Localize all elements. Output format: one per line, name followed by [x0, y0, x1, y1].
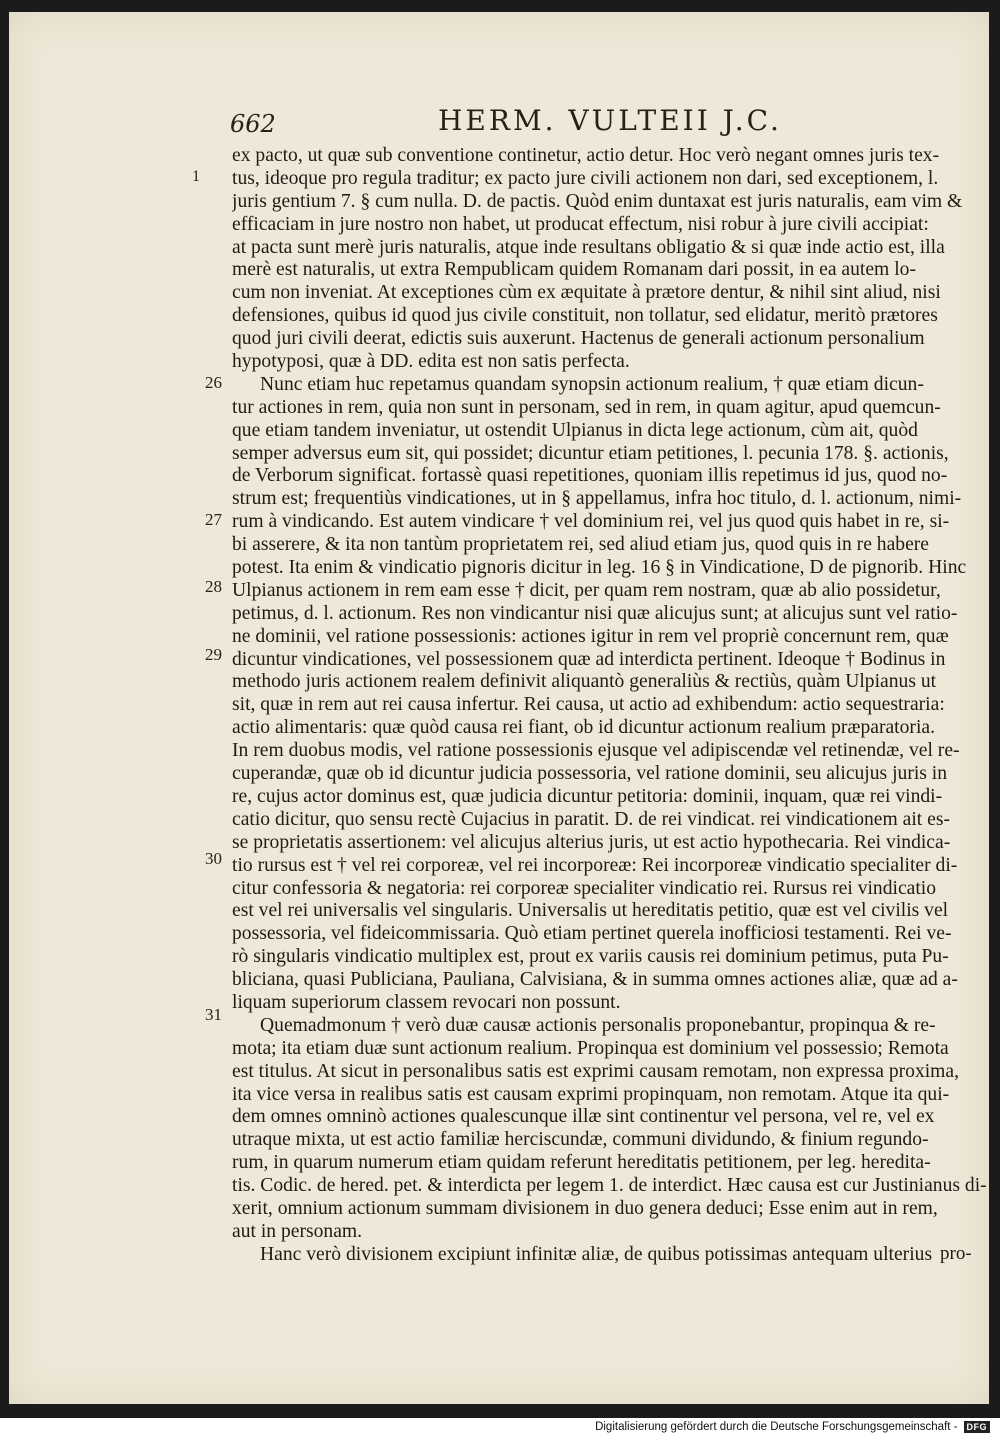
text-line: efficaciam in jure nostro non habet, ut producat effectum, nisi robur à jure civili accipiat: — [232, 213, 929, 235]
text-line: petimus, d. l. actionum. Res non vindicantur nisi quæ alicujus sunt; at alicujus sunt vel ratio- — [232, 602, 958, 624]
text-line: Hanc verò divisionem excipiunt infinitæ aliæ, de quibus potissimas antequam ulterius — [260, 1243, 933, 1265]
text-line: utraque mixta, ut est actio familiæ herciscundæ, communi dividundo, & finium regundo- — [232, 1129, 929, 1151]
margin-number: 27 — [205, 510, 222, 529]
text-line: cuperandæ, quæ ob id dicuntur judicia possessoria, vel ratione dominii, seu alicujus juris in — [232, 763, 948, 785]
margin-number: 30 — [205, 849, 222, 868]
text-line: Nunc etiam huc repetamus quandam synopsin actionum realium, † quæ etiam dicun- — [260, 373, 924, 395]
text-line: tus, ideoque pro regula traditur; ex pacto jure civili actionem non dari, sed exceptionem, l. — [232, 167, 939, 189]
text-line: liquam superiorum classem revocari non possunt. — [232, 991, 621, 1013]
text-line: catio dicitur, quo sensu rectè Cujacius in paratit. D. de rei vindicat. rei vindicationem ait es- — [232, 808, 950, 830]
main-text — [232, 145, 990, 1267]
text-line: rò singularis vindicatio multiplex est, prout ex variis causis rei dominium petimus, puta Pu- — [232, 946, 949, 968]
running-title: HERM. VULTEII J.C. — [438, 104, 782, 137]
text-line: dicuntur vindicationes, vel possessionem quæ ad interdicta pertinent. Ideoque † Bodinus in — [232, 648, 946, 670]
text-line: tio rursus est † vel rei corporeæ, vel rei incorporeæ: Rei incorporeæ vindicatio specialiter di- — [232, 854, 958, 876]
page-number: 662 — [230, 110, 276, 138]
text-line: juris gentium 7. § cum nulla. D. de pactis. Quòd enim duntaxat est juris naturalis, eam vim & — [232, 190, 963, 212]
text-line: mota; ita etiam duæ sunt actionum realium. Propinqua est dominium vel possessio; Remota — [232, 1037, 949, 1059]
text-line: In rem duobus modis, vel ratione possessionis ejusque vel adipiscendæ vel retinendæ, vel re- — [232, 740, 960, 762]
text-line: est titulus. At sicut in personalibus satis est exprimi causam remotam, non expressa proxima, — [232, 1060, 960, 1082]
text-line: re, cujus actor dominus est, quæ judicia dicuntur petitoria: dominii, inquam, quæ rei vindi- — [232, 785, 943, 807]
margin-number: 31 — [205, 1005, 222, 1024]
margin-number: 28 — [205, 577, 222, 596]
text-line: ne dominii, vel ratione possessionis: actiones igitur in rem vel propriè concernunt rem, quæ — [232, 625, 949, 647]
text-line: methodo juris actionem realem definivit aliquantò generaliùs & rectiùs, quàm Ulpianus ut — [232, 671, 937, 693]
text-line: bi asserere, & ita non tantùm proprietatem rei, sed aliud etiam jus, quod quis in re habere — [232, 534, 930, 556]
text-line: rum, in quarum numerum etiam quidam referunt hereditatis petitionem, per leg. heredita- — [232, 1152, 931, 1174]
text-line: hypotyposi, quæ à DD. edita est non satis perfecta. — [232, 351, 630, 373]
text-line: xerit, omnium actionum summam divisionem in duo genera deduci; Esse enim aut in rem, — [232, 1197, 938, 1219]
text-line: est vel rei universalis vel singularis. Universalis ut hereditatis petitio, quæ est vel civilis vel — [232, 900, 949, 922]
text-line: Quemadmonum † verò duæ causæ actionis personalis proponebantur, propinqua & re- — [260, 1014, 936, 1036]
text-line: semper adversus eum sit, qui possidet; dicuntur etiam petitiones, l. pecunia 178. §. actionis, — [232, 442, 949, 464]
text-line: quod juri civili deerat, edictis suis auxerunt. Hactenus de generali actionum personalium — [232, 328, 925, 350]
margin-number: 26 — [205, 373, 222, 392]
text-line: defensiones, quibus id quod jus civile constituit, non tollatur, sed elidatur, meritò prætores — [232, 305, 938, 327]
text-line: merè est naturalis, ut extra Rempublicam quidem Romanam dari possit, in ea autem lo- — [232, 259, 916, 281]
text-line: se proprietatis assertionem: vel alicujus alterius juris, ut est actio hypothecaria. Rei vindica- — [232, 831, 951, 853]
text-line: que etiam tandem inveniatur, ut ostendit Ulpianus in dicta lege actionum, cùm ait, quòd — [232, 419, 918, 441]
text-line: rum à vindicando. Est autem vindicare † vel dominium rei, vel jus quod quis habet in re, si- — [232, 511, 950, 533]
margin-mark: 1 — [192, 168, 200, 185]
credit-text: Digitalisierung gefördert durch die Deutsche Forschungsgemeinschaft - — [595, 1421, 958, 1433]
text-line: potest. Ita enim & vindicatio pignoris dicitur in leg. 16 § in Vindicatione, D de pignorib. Hinc — [232, 557, 967, 579]
text-line: Ulpianus actionem in rem eam esse † dicit, per quam rem nostram, quæ ab alio possidetur, — [232, 579, 941, 601]
text-line: possessoria, vel fideicommissaria. Quò etiam pertinet querela inofficiosi testamenti. Rei ve- — [232, 923, 952, 945]
digitization-credit — [595, 1418, 990, 1436]
catchword: pro- — [940, 1243, 972, 1264]
margin-number: 29 — [205, 645, 222, 664]
text-line: strum est; frequentiùs vindicationes, ut in § appellamus, infra hoc titulo, d. l. actionum, nimi- — [232, 488, 962, 510]
dfg-logo-icon: DFG — [964, 1421, 991, 1433]
text-line: sit, quæ in rem aut rei causa infertur. Rei causa, ut actio ad exhibendum: actio sequestraria: — [232, 694, 945, 716]
text-line: ita vice versa in realibus satis est causam exprimi propinquam, non remotam. Atque ita qui- — [232, 1083, 950, 1105]
page-header — [230, 104, 990, 140]
text-line: actio alimentaris: quæ quòd causa rei fiant, ob id dicuntur actionum realium præparatoria. — [232, 717, 935, 739]
text-line: tis. Codic. de hered. pet. & interdicta per legem 1. de interdict. Hæc causa est cur Justinianus di- — [232, 1175, 987, 1197]
text-line: cum non inveniat. At exceptiones cùm ex æquitate à prætore dentur, & nihil sint aliud, nisi — [232, 282, 941, 304]
text-line: bliciana, quasi Publiciana, Pauliana, Calvisiana, & in summa omnes actiones aliæ, quæ ad a- — [232, 969, 958, 991]
text-line: dem omnes omninò actiones qualescunque illæ sint continentur vel persona, vel re, vel ex — [232, 1106, 935, 1128]
text-line: at pacta sunt merè juris naturalis, atque inde resultans obligatio & si quæ inde actio est, illa — [232, 236, 945, 258]
text-line: ex pacto, ut quæ sub conventione continetur, actio detur. Hoc verò negant omnes juris tex- — [232, 145, 940, 166]
text-line: de Verborum significat. fortassè quasi repetitiones, quoniam illis repetimus id jus, quod no- — [232, 465, 948, 487]
text-line: aut in personam. — [232, 1220, 363, 1242]
text-line: citur confessoria & negatoria: rei corporeæ specialiter vindicatio rei. Rursus rei vindicatio — [232, 877, 937, 899]
text-line: tur actiones in rem, quia non sunt in personam, sed in rem, in quam agitur, apud quemcun- — [232, 396, 941, 418]
